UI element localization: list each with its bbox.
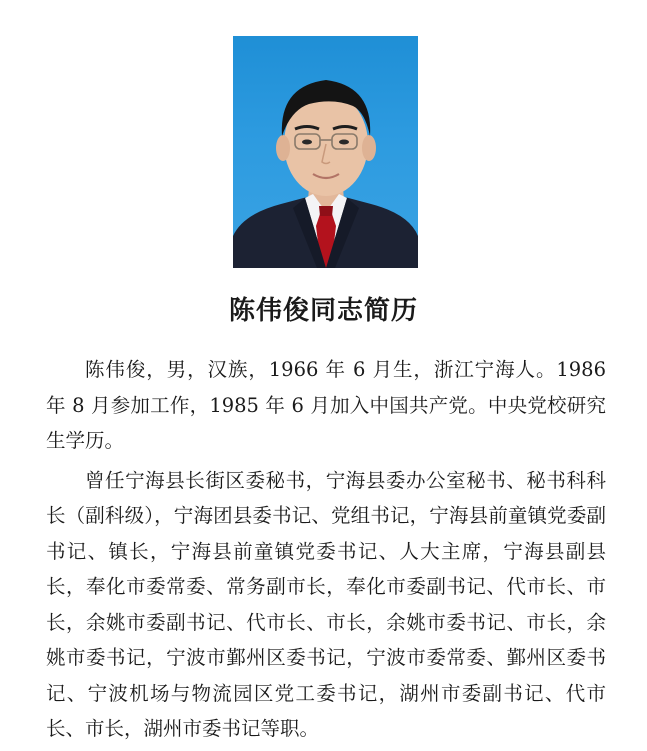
page-title: 陈伟俊同志简历 (228, 296, 418, 326)
bio-paragraph-basic-info: 陈伟俊，男，汉族，1966 年 6 月生，浙江宁海人。1986 年 8 月参加工作，1985 年 6 月加入中国共产党。中央党校研究生学历。 (46, 358, 606, 452)
bio-paragraph-career: 曾任宁海县长街区委秘书，宁海县委办公室秘书、秘书科科长（副科级），宁海团县委书记、党组书记，宁海县前童镇党委副书记、镇长，宁海县前童镇党委书记、人大主席，宁海县副县长，奉化市委常委、常务副市长，奉化市委副书记、代市长、市长，余姚市委副书记、代市长、市长，余姚市委书记、市长，余姚市委书记，宁波市鄞州区委书记，宁波市委常委、鄞州区委书记、宁波机场与物流园区党工委书记，湖州市委副书记、代市长、市长，湖州市委书记等职。 (46, 468, 606, 740)
portrait-photo (233, 36, 418, 268)
biography-text (46, 352, 606, 751)
portrait-illustration (233, 36, 418, 268)
